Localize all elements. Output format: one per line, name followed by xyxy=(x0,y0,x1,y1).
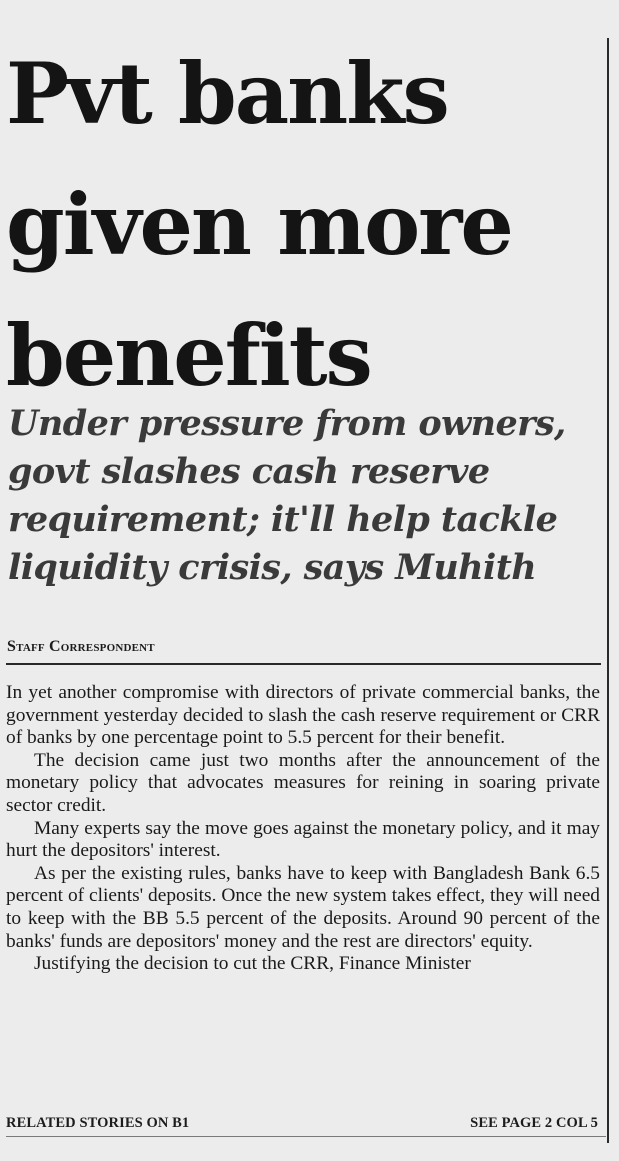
continued-label: SEE PAGE 2 COL 5 xyxy=(470,1115,598,1131)
headline-line: benefits xyxy=(6,306,371,405)
byline: Staff Correspondent xyxy=(7,638,155,655)
footer-divider xyxy=(6,1136,606,1137)
headline-line: Pvt banks xyxy=(6,44,448,143)
column-rule xyxy=(607,38,609,1143)
subheadline-line: Under pressure from owners, xyxy=(8,403,566,444)
byline-divider xyxy=(6,663,601,665)
related-stories-label: RELATED STORIES ON B1 xyxy=(6,1115,190,1131)
article-paragraph: As per the existing rules, banks have to keep with Bangladesh Bank 6.5 percent of clients' deposits. Once the new system takes effect, they will need to keep with the BB 5.5 percent of the deposits. Around 90 percent of the banks' funds are depositors' money and the rest are directors' equity. xyxy=(6,862,600,952)
headline xyxy=(6,28,606,421)
article-paragraph: In yet another compromise with directors of private commercial banks, the government yesterday decided to slash the cash reserve requirement or CRR of banks by one percentage point to 5.5 percent for their benefit. xyxy=(6,682,600,749)
subheadline-line: govt slashes cash reserve xyxy=(8,451,490,492)
headline-line: given more xyxy=(6,175,512,274)
subheadline-line: liquidity crisis, says Muhith xyxy=(8,547,537,588)
article-paragraph: Many experts say the move goes against the monetary policy, and it may hurt the depositors' interest. xyxy=(6,817,600,862)
article-paragraph: The decision came just two months after the announcement of the monetary policy that advocates measures for reining in soaring private sector credit. xyxy=(6,749,600,816)
article-paragraph: Justifying the decision to cut the CRR, Finance Minister xyxy=(34,953,471,975)
article-footer xyxy=(6,1115,598,1132)
article-body xyxy=(6,682,600,976)
subheadline xyxy=(8,400,604,592)
subheadline-line: requirement; it'll help tackle xyxy=(8,499,558,540)
